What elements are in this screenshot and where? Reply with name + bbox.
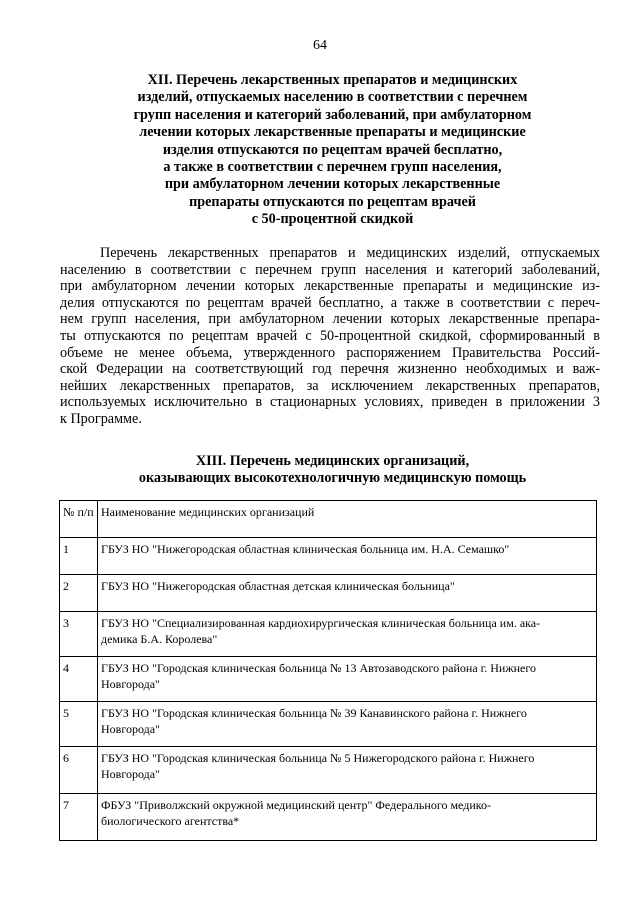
paragraph-line: нем групп населения, при амбулаторном лечении которых лекарственные препара- bbox=[60, 311, 600, 328]
paragraph-line: населению в соответствии с перечнем групп населения и категорий заболеваний, bbox=[60, 261, 600, 278]
section-12-title-line: препараты отпускаются по рецептам врачей bbox=[189, 193, 476, 210]
row-name-line: ГБУЗ НО "Нижегородская областная детская клиническая больница" bbox=[101, 579, 455, 593]
paragraph-line: используемых исключительно в стационарных условиях, приведен в приложении 3 bbox=[60, 394, 600, 411]
section-12-title bbox=[60, 72, 605, 229]
row-num-cell: 3 bbox=[60, 612, 98, 657]
row-num-cell: 6 bbox=[60, 747, 98, 794]
section-12-title-line: с 50-процентной скидкой bbox=[251, 211, 414, 228]
paragraph-line: к Программе. bbox=[60, 410, 142, 427]
section-13-title-line: XIII. Перечень медицинских организаций, bbox=[195, 453, 470, 469]
table-header-row bbox=[60, 501, 597, 538]
section-12-title-line: XII. Перечень лекарственных препаратов и медицинских bbox=[147, 72, 518, 88]
row-name-line: ФБУЗ "Приволжский окружной медицинский центр" Федерального медико- bbox=[101, 798, 491, 812]
row-name-line: ГБУЗ НО "Специализированная кардиохирургическая клиническая больница им. ака- bbox=[101, 616, 541, 630]
paragraph-line: нейших лекарственных препаратов, за исключением лекарственных препаратов, bbox=[60, 377, 600, 394]
row-name-cell bbox=[98, 538, 597, 575]
row-name-line: Новгорода" bbox=[101, 721, 160, 736]
table-row bbox=[60, 794, 597, 841]
row-num-cell: 2 bbox=[60, 575, 98, 612]
header-num-cell: № п/п bbox=[60, 501, 98, 538]
table-row bbox=[60, 702, 597, 747]
section-12-title-line: а также в соответствии с перечнем групп населения, bbox=[163, 159, 502, 176]
page-number: 64 bbox=[313, 38, 327, 53]
section-12-title-line: изделий, отпускаемых населению в соответствии с перечнем bbox=[137, 89, 528, 106]
section-12-title-line: изделия отпускаются по рецептам врачей бесплатно, bbox=[162, 141, 503, 158]
row-name-cell bbox=[98, 747, 597, 794]
row-num-cell: 7 bbox=[60, 794, 98, 841]
row-name-line: ГБУЗ НО "Городская клиническая больница № 5 Нижегородского района г. Нижнего bbox=[101, 751, 535, 765]
table-row bbox=[60, 575, 597, 612]
row-name-line: ГБУЗ НО "Городская клиническая больница № 39 Канавинского района г. Нижнего bbox=[101, 706, 527, 720]
row-name-cell bbox=[98, 612, 597, 657]
section-13-title-line: оказывающих высокотехнологичную медицинскую помощь bbox=[138, 470, 527, 487]
medical-organizations-table bbox=[59, 500, 597, 841]
row-name-line: демика Б.А. Королева" bbox=[101, 631, 218, 646]
row-name-cell bbox=[98, 702, 597, 747]
table-row bbox=[60, 538, 597, 575]
row-name-line: биологического агентства* bbox=[101, 813, 240, 828]
row-name-line: Новгорода" bbox=[101, 766, 160, 781]
paragraph-line: при амбулаторном лечении которых лекарственные препараты и медицинские из- bbox=[60, 278, 600, 295]
section-12-title-line: лечении которых лекарственные препараты и медицинские bbox=[139, 124, 526, 141]
table-row bbox=[60, 612, 597, 657]
row-name-cell bbox=[98, 575, 597, 612]
row-name-cell bbox=[98, 657, 597, 702]
table-row bbox=[60, 747, 597, 794]
paragraph-line: Перечень лекарственных препаратов и медицинских изделий, отпускаемых bbox=[100, 245, 600, 261]
row-num-cell: 4 bbox=[60, 657, 98, 702]
row-name-line: Новгорода" bbox=[101, 676, 160, 691]
paragraph-line: объеме не менее объема, утвержденного распоряжением Правительства Россий- bbox=[60, 344, 600, 361]
section-12-title-line: при амбулаторном лечении которых лекарственные bbox=[164, 176, 501, 193]
section-12-paragraph bbox=[60, 245, 600, 428]
table-row bbox=[60, 657, 597, 702]
section-13-title bbox=[60, 453, 605, 488]
row-num-cell: 5 bbox=[60, 702, 98, 747]
row-num-cell: 1 bbox=[60, 538, 98, 575]
paragraph-line: ской Федерации на соответствующий год перечня жизненно необходимых и важ- bbox=[60, 361, 600, 378]
row-name-line: ГБУЗ НО "Городская клиническая больница № 13 Автозаводского района г. Нижнего bbox=[101, 661, 536, 675]
header-name-cell: Наименование медицинских организаций bbox=[98, 501, 597, 538]
paragraph-line: делия отпускаются по рецептам врачей бесплатно, а также в соответствии с переч- bbox=[60, 294, 600, 311]
paragraph-line: ты отпускаются по рецептам врачей с 50-процентной скидкой, сформированный в bbox=[60, 327, 600, 344]
row-name-line: ГБУЗ НО "Нижегородская областная клиническая больница им. Н.А. Семашко" bbox=[101, 542, 510, 556]
section-12-title-line: групп населения и категорий заболеваний, при амбулаторном bbox=[133, 106, 532, 123]
row-name-cell bbox=[98, 794, 597, 841]
